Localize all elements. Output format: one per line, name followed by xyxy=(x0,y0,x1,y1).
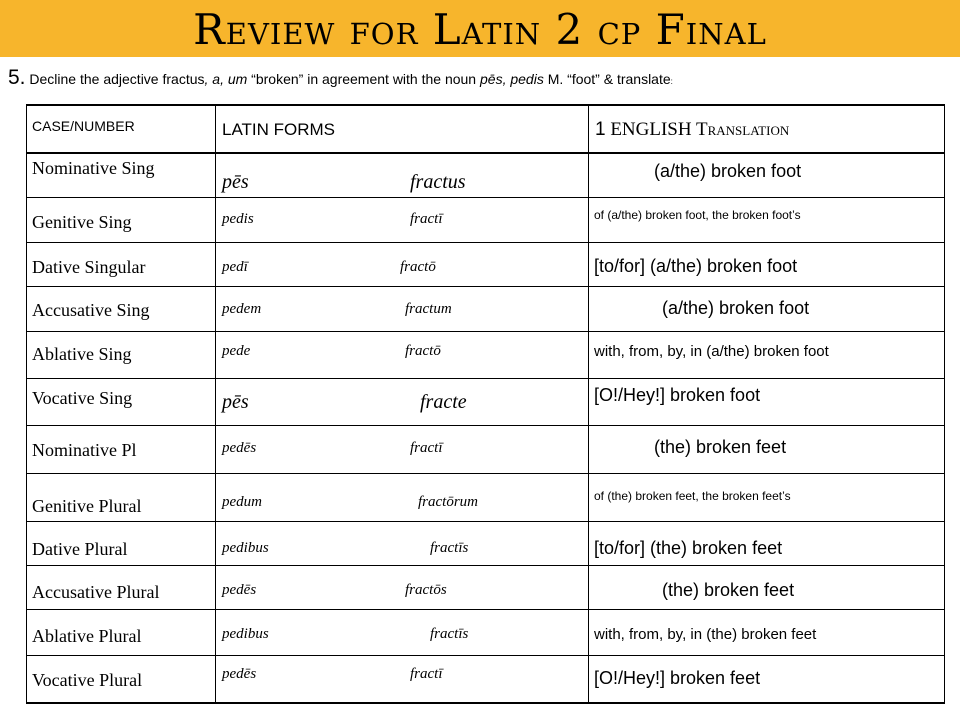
row-adjective-form: fractī xyxy=(410,211,443,227)
prompt-text-d: M. “foot” & translate xyxy=(543,71,671,87)
row-noun-form: pēs xyxy=(222,171,249,193)
header-translation xyxy=(595,119,789,141)
row-translation: with, from, by, in (a/the) broken foot xyxy=(594,343,829,360)
table-row-border xyxy=(26,331,945,332)
header-translation-number: 1 xyxy=(595,119,606,140)
row-case-label: Dative Singular xyxy=(32,257,146,277)
row-noun-form: pedī xyxy=(222,259,248,275)
page-title: Review for Latin 2 cp Final xyxy=(193,5,767,54)
row-case-label: Nominative Sing xyxy=(32,158,155,178)
row-translation: [O!/Hey!] broken feet xyxy=(594,668,761,688)
row-case-label: Genitive Sing xyxy=(32,212,132,232)
row-translation: of (a/the) broken foot, the broken foot’s xyxy=(594,208,801,222)
table-row-border xyxy=(26,104,945,106)
row-case-label: Dative Plural xyxy=(32,539,128,559)
row-adjective-form: fractō xyxy=(400,259,436,275)
row-adjective-form: fractī xyxy=(410,440,443,456)
table-border-right xyxy=(944,104,945,702)
prompt-noun: pēs, pedis xyxy=(480,71,544,87)
table-row-border xyxy=(26,378,945,379)
row-adjective-form: fracte xyxy=(420,391,467,413)
row-adjective-form: fractōs xyxy=(405,582,447,598)
row-noun-form: pedēs xyxy=(222,440,257,456)
row-adjective-form: fractō xyxy=(405,343,441,359)
table-row-border xyxy=(26,425,945,426)
row-case-label: Nominative Pl xyxy=(32,440,137,460)
row-adjective-form: fractīs xyxy=(430,540,469,556)
row-noun-form: pedibus xyxy=(222,540,269,556)
row-translation: (the) broken feet xyxy=(662,580,795,600)
row-noun-form: pedibus xyxy=(222,626,269,642)
row-translation: (a/the) broken foot xyxy=(662,298,810,318)
row-translation: of (the) broken feet, the broken feet’s xyxy=(594,489,791,503)
table-border-col1 xyxy=(215,104,216,702)
row-adjective-form: fractum xyxy=(405,301,452,317)
row-noun-form: pedis xyxy=(222,211,254,227)
table-row-border xyxy=(26,565,945,566)
table-row-border xyxy=(26,655,945,656)
row-translation: [to/for] (the) broken feet xyxy=(594,538,783,558)
row-translation: (the) broken feet xyxy=(654,437,787,457)
row-noun-form: pedēs xyxy=(222,666,257,682)
row-noun-form: pede xyxy=(222,343,251,359)
table-row-border xyxy=(26,702,945,704)
row-translation: [O!/Hey!] broken foot xyxy=(594,385,761,405)
prompt-trailing: : xyxy=(670,77,673,86)
table-row-border xyxy=(26,152,945,154)
row-translation: (a/the) broken foot xyxy=(654,161,802,181)
header-case-number: CASE/NUMBER xyxy=(32,118,135,134)
row-translation: with, from, by, in (the) broken feet xyxy=(594,626,817,643)
row-noun-form: pedem xyxy=(222,301,262,317)
row-case-label: Accusative Sing xyxy=(32,300,150,320)
header-latin-forms: LATIN FORMS xyxy=(222,120,336,139)
table-row-border xyxy=(26,242,945,243)
row-adjective-form: fractus xyxy=(410,171,466,193)
row-translation: [to/for] (a/the) broken foot xyxy=(594,256,798,276)
table-row-border xyxy=(26,286,945,287)
row-case-label: Ablative Sing xyxy=(32,344,132,364)
row-noun-form: pedēs xyxy=(222,582,257,598)
row-adjective-form: fractōrum xyxy=(418,494,478,510)
table-border-col2 xyxy=(588,104,589,702)
row-case-label: Accusative Plural xyxy=(32,582,160,602)
row-case-label: Vocative Plural xyxy=(32,670,143,690)
table-row-border xyxy=(26,473,945,474)
prompt-text-c: “broken” in agreement with the noun xyxy=(247,71,480,87)
row-case-label: Genitive Plural xyxy=(32,496,142,516)
row-case-label: Vocative Sing xyxy=(32,388,133,408)
question-number: 5. xyxy=(8,66,26,89)
prompt-text-b: , a, um xyxy=(204,71,248,87)
prompt-text-a: Decline the adjective fractus xyxy=(25,71,205,87)
header-translation-label: ENGLISH Translation xyxy=(605,119,790,140)
row-noun-form: pedum xyxy=(222,494,262,510)
row-adjective-form: fractīs xyxy=(430,626,469,642)
row-noun-form: pēs xyxy=(222,391,249,413)
table-border-left xyxy=(26,104,27,702)
row-adjective-form: fractī xyxy=(410,666,443,682)
question-prompt xyxy=(8,66,958,90)
table-row-border xyxy=(26,197,945,198)
row-case-label: Ablative Plural xyxy=(32,626,142,646)
table-row-border xyxy=(26,609,945,610)
table-row-border xyxy=(26,521,945,522)
